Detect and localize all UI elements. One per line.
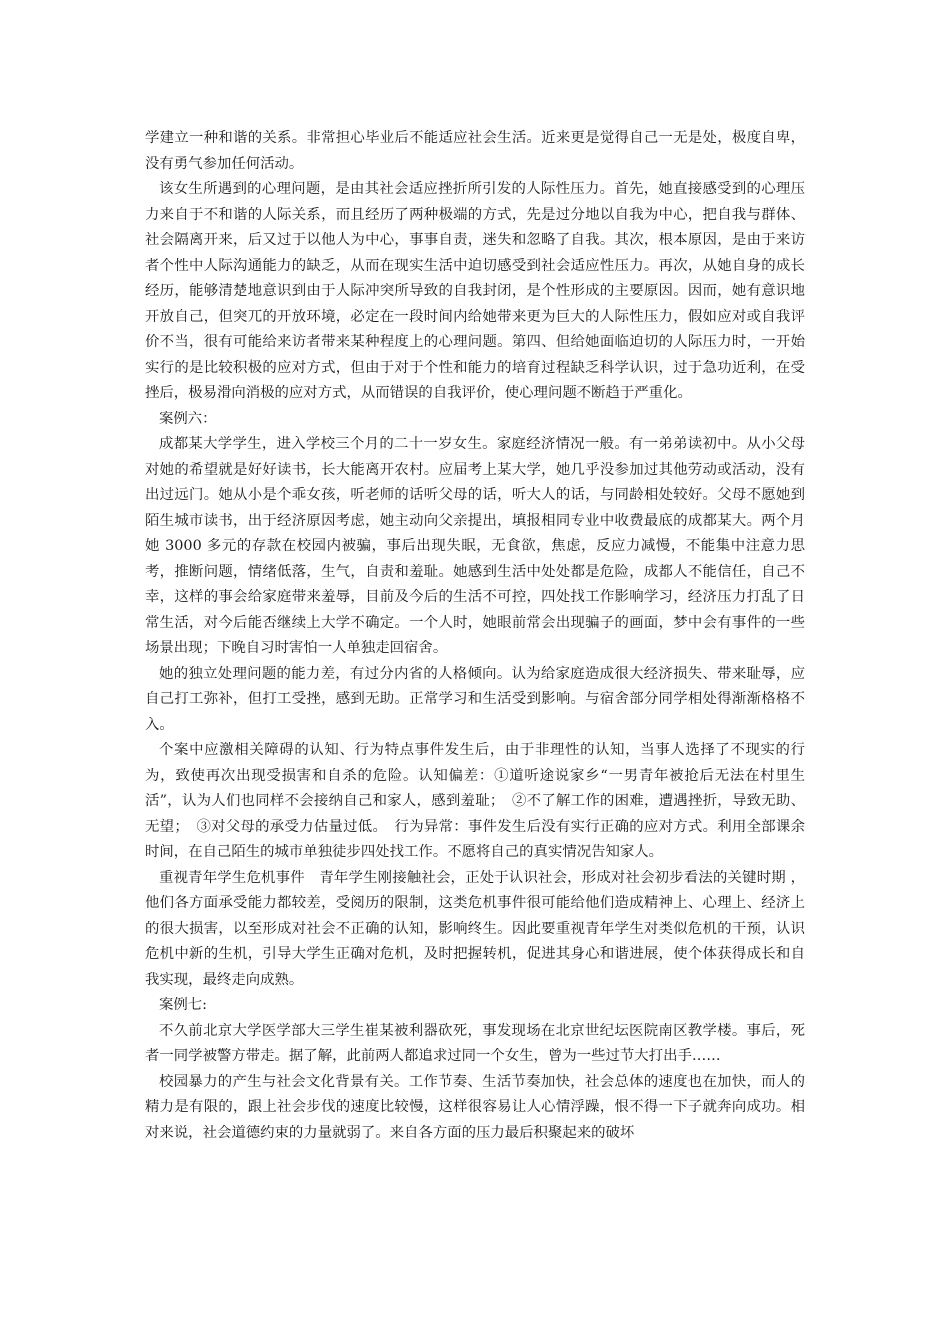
paragraph-5: 她的独立处理问题的能力差，有过分内省的人格倾向。认为给家庭造成很大经济损失、带来耻辱，应自己打工弥补，但打工受挫，感到无助。正常学习和生活受到影响。与宿舍部分同学相处得渐渐格格不入。 (145, 665, 805, 733)
case-six-heading: 案例六： (159, 410, 217, 427)
paragraph-9: 不久前北京大学医学部大三学生崔某被利器砍死，事发现场在北京世纪坛医院南区教学楼。事后，死者一同学被警方带走。据了解，此前两人都追求过同一个女生，曾为一些过节大打出手…… (145, 1022, 805, 1064)
case-seven-heading: 案例七: (159, 997, 208, 1013)
paragraph-6: 个案中应激相关障碍的认知、行为特点事件发生后，由于非理性的认知，当事人选择了不现实的行为，致使再次出现受损害和自杀的危险。认知偏差：①道听途说家乡“一男青年被抢后无法在村里生活”，认为人们也同样不会接纳自己和家人，感到羞耻； ②不了解工作的困难，遭遇挫折，导致无助、无望； ③对父母的承受力估量过低。 行为异常：事件发生后没有实行正确的应对方式。利用全部课余时间，在自己陌生的城市单独徒步四处找工作。不愿将自己的真实情况告知家人。 (145, 742, 805, 860)
paragraph-4: 成都某大学学生，进入学校三个月的二十一岁女生。家庭经济情况一般。有一弟弟读初中。从小父母对她的希望就是好好读书，长大能离开农村。应届考上某大学，她几乎没参加过其他劳动或活动，没有出过远门。她从小是个乖女孩，听老师的话听父母的话，听大人的话，与同龄相处较好。父母不愿她到陌生城市读书，出于经济原因考虑，她主动向父亲提出，填报相同专业中收费最底的成都某大。两个月她 3000 多元的存款在校园内被骗，事后出现失眠，无食欲，焦虑，反应力减慢，不能集中注意力思考，推断问题，情绪低落，生气，自责和羞耻。她感到生活中处处都是危险，成都人不能信任，自己不幸，这样的事会给家庭带来羞辱，目前及今后的生活不可控，四处找工作影响学习，经济压力打乱了日常生活，对今后能否继续上大学不确定。一个人时，她眼前常会出现骗子的画面，梦中会有事件的一些场景出现；下晚自习时害怕一人单独走回宿舍。 (145, 436, 805, 656)
document-body (145, 126, 805, 1146)
paragraph-2: 该女生所遇到的心理问题，是由其社会适应挫折所引发的人际性压力。首先，她直接感受到的心理压力来自于不和谐的人际关系，而且经历了两种极端的方式，先是过分地以自我为中心，把自我与群体、社会隔离开来，后又过于以他人为中心，事事自责，迷失和忽略了自我。其次，根本原因，是由于来访者个性中人际沟通能力的缺乏，从而在现实生活中迫切感受到社会适应性压力。再次，从她自身的成长经历，能够清楚地意识到由于人际冲突所导致的自我封闭，是个性形成的主要原因。因而，她有意识地开放自己，但突兀的开放环境，必定在一段时间内给她带来更为巨大的人际性压力，假如应对或自我评价不当，很有可能给来访者带来某种程度上的心理问题。第四、但给她面临迫切的人际压力时，一开始实行的是比较积极的应对方式，但由于对于个性和能力的培育过程缺乏科学认识，过于急功近利，在受挫后，极易滑向消极的应对方式，从而错误的自我评价，使心理问题不断趋于严重化。 (145, 181, 805, 401)
paragraph-1: 学建立一种和谐的关系。非常担心毕业后不能适应社会生活。近来更是觉得自己一无是处，极度自卑，没有勇气参加任何活动。 (145, 130, 805, 172)
paragraph-7: 重视青年学生危机事件 青年学生刚接触社会，正处于认识社会，形成对社会初步看法的关键时期 ，他们各方面承受能力都较差，受阅历的限制，这类危机事件很可能给他们造成精神上、心理上、经济上的很大损害，以至形成对社会不正确的认知，影响终生。因此要重视青年学生对类似危机的干预，认识危机中新的生机，引导大学生正确对危机，及时把握转机，促进其身心和谐进展，使个体获得成长和自我实现，最终走向成熟。 (145, 869, 805, 988)
paragraph-10: 校园暴力的产生与社会文化背景有关。工作节奏、生活节奏加快，社会总体的速度也在加快，而人的精力是有限的，跟上社会步伐的速度比较慢，这样很容易让人心情浮躁，恨不得一下子就奔向成功。相对来说，社会道德约束的力量就弱了。来自各方面的压力最后积聚起来的破坏 (145, 1073, 805, 1141)
